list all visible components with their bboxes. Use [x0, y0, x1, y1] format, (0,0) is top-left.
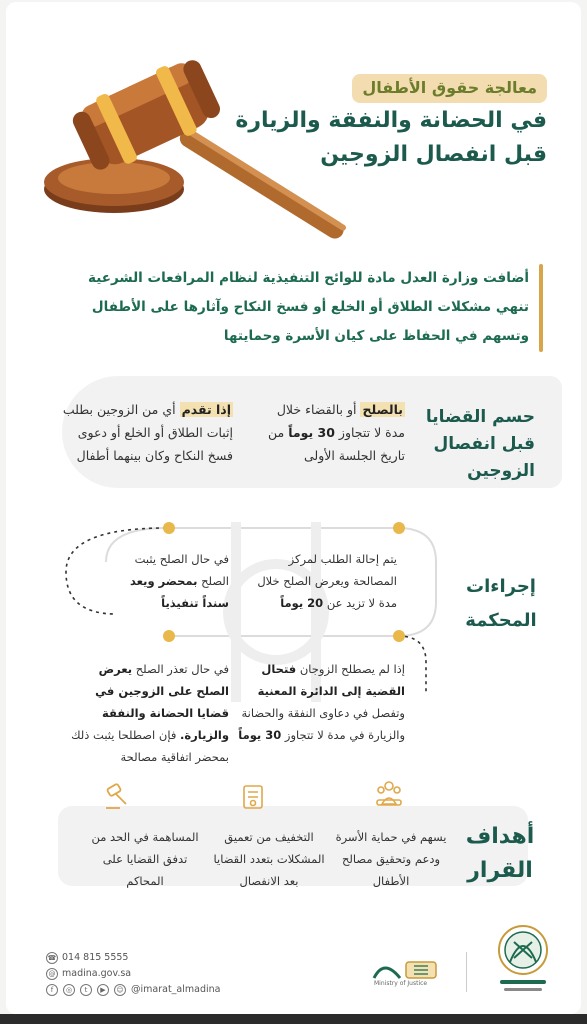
- family-icon: [374, 778, 404, 808]
- youtube-icon[interactable]: ▶: [97, 984, 109, 996]
- footer-contact: [46, 950, 220, 998]
- section1-column-2: [57, 398, 233, 467]
- gavel-illustration: [36, 34, 366, 249]
- intro-accent-bar: [539, 264, 543, 352]
- step-4-text-b: فإن اصطلحا يثبت ذلك بمحضر اتفاقية مصالحة: [71, 728, 229, 764]
- step-4-text-a: في حال تعذر الصلح: [135, 662, 229, 676]
- title-line-1: في الحضانة والنفقة والزيارة: [235, 108, 547, 133]
- department-emblem-logo: [488, 922, 558, 1006]
- procedure-step-2: [109, 548, 229, 614]
- intro-text: أضافت وزارة العدل مادة للوائح التنفيذية لنظام المرافعات الشرعية تنهي مشكلات الطلاق أو الخلع أو فسخ النكاح وآثارها على الأطفال وتسهم في الحفاظ على كيان الأسرة وحمايتها: [88, 270, 529, 344]
- step-2-text: في حال الصلح يثبت الصلح: [134, 552, 229, 588]
- step-1-marker: [393, 522, 405, 534]
- section3-title: أهداف القرار: [465, 824, 535, 883]
- infographic-page: [6, 2, 581, 1014]
- step-2-bold: بمحضر ويعد سنداً تنفيذياً: [130, 574, 229, 610]
- gavel-icon: [102, 782, 132, 812]
- snapchat-icon[interactable]: ☺: [114, 984, 126, 996]
- footer-handle[interactable]: @imarat_almadina: [131, 984, 221, 995]
- bottom-bar: [0, 1014, 587, 1024]
- section1-col2-highlight: إذا تقدم: [181, 402, 231, 417]
- procedure-step-1: [257, 548, 397, 614]
- section1-col2-text: أي من الزوجين بطلب إثبات الطلاق أو الخلع أو دعوى فسخ النكاح وكان بينهما أطفال: [62, 402, 233, 463]
- step-3-text-b: وتفصل في دعاوى النفقة والحضانة والزيارة في مدة لا تتجاوز: [241, 706, 405, 742]
- facebook-icon[interactable]: f: [46, 984, 58, 996]
- footer-phone: 014 815 5555: [62, 952, 129, 963]
- title-line-2: قبل انفصال الزوجين: [320, 142, 547, 167]
- document-icon: [238, 782, 268, 812]
- title-badge: معالجة حقوق الأطفال: [352, 74, 547, 103]
- step-4-bold: يعرض الصلح على الزوجين في قضايا الحضانة والنفقة والزيارة.: [95, 662, 229, 742]
- footer-divider: [466, 952, 467, 992]
- step-4-marker: [163, 630, 175, 642]
- section1-title: حسم القضايا قبل انفصال الزوجين: [425, 407, 535, 481]
- globe-icon: @: [46, 968, 58, 980]
- step-1-bold: 20 يوماً: [280, 596, 324, 610]
- twitter-icon[interactable]: t: [80, 984, 92, 996]
- step-3-bold-2: 30 يوماً: [238, 728, 282, 742]
- goal-2-text: التخفيف من تعميق المشكلات بتعدد القضايا بعد الانفصال: [213, 830, 325, 888]
- instagram-icon[interactable]: ◎: [63, 984, 75, 996]
- moj-logo-caption: Ministry of Justice: [374, 980, 428, 987]
- section1-col1-end: من تاريخ الجلسة الأولى: [267, 425, 405, 463]
- step-3-bold-1: فتحال القضية إلى الدائرة المعنية: [257, 662, 405, 698]
- step-2-marker: [163, 522, 175, 534]
- footer-website[interactable]: madina.gov.sa: [62, 968, 132, 979]
- section1-col1-highlight: بالصلح: [362, 402, 403, 417]
- phone-icon: ☎: [47, 954, 57, 962]
- goal-3-text: المساهمة في الحد من تدفق القضايا على المحاكم: [91, 830, 199, 888]
- procedure-step-3: [233, 658, 405, 746]
- step-3-marker: [393, 630, 405, 642]
- procedure-step-4: [69, 658, 229, 768]
- section1-col1-bold: 30 يوماً: [288, 425, 335, 440]
- step-3-text-a: إذا لم يصطلح الزوجان: [299, 662, 405, 676]
- goal-1-text: يسهم في حماية الأسرة ودعم وتحقيق مصالح الأطفال: [335, 830, 447, 888]
- section1-col1-text: أو بالقضاء خلال مدة لا تتجاوز: [276, 402, 405, 440]
- section2-title: إجراءات المحكمة: [465, 576, 537, 631]
- step-1-text: يتم إحالة الطلب لمركز المصالحة ويعرض الصلح خلال مدة لا تزيد عن: [257, 552, 397, 610]
- section1-column-1: [255, 398, 405, 467]
